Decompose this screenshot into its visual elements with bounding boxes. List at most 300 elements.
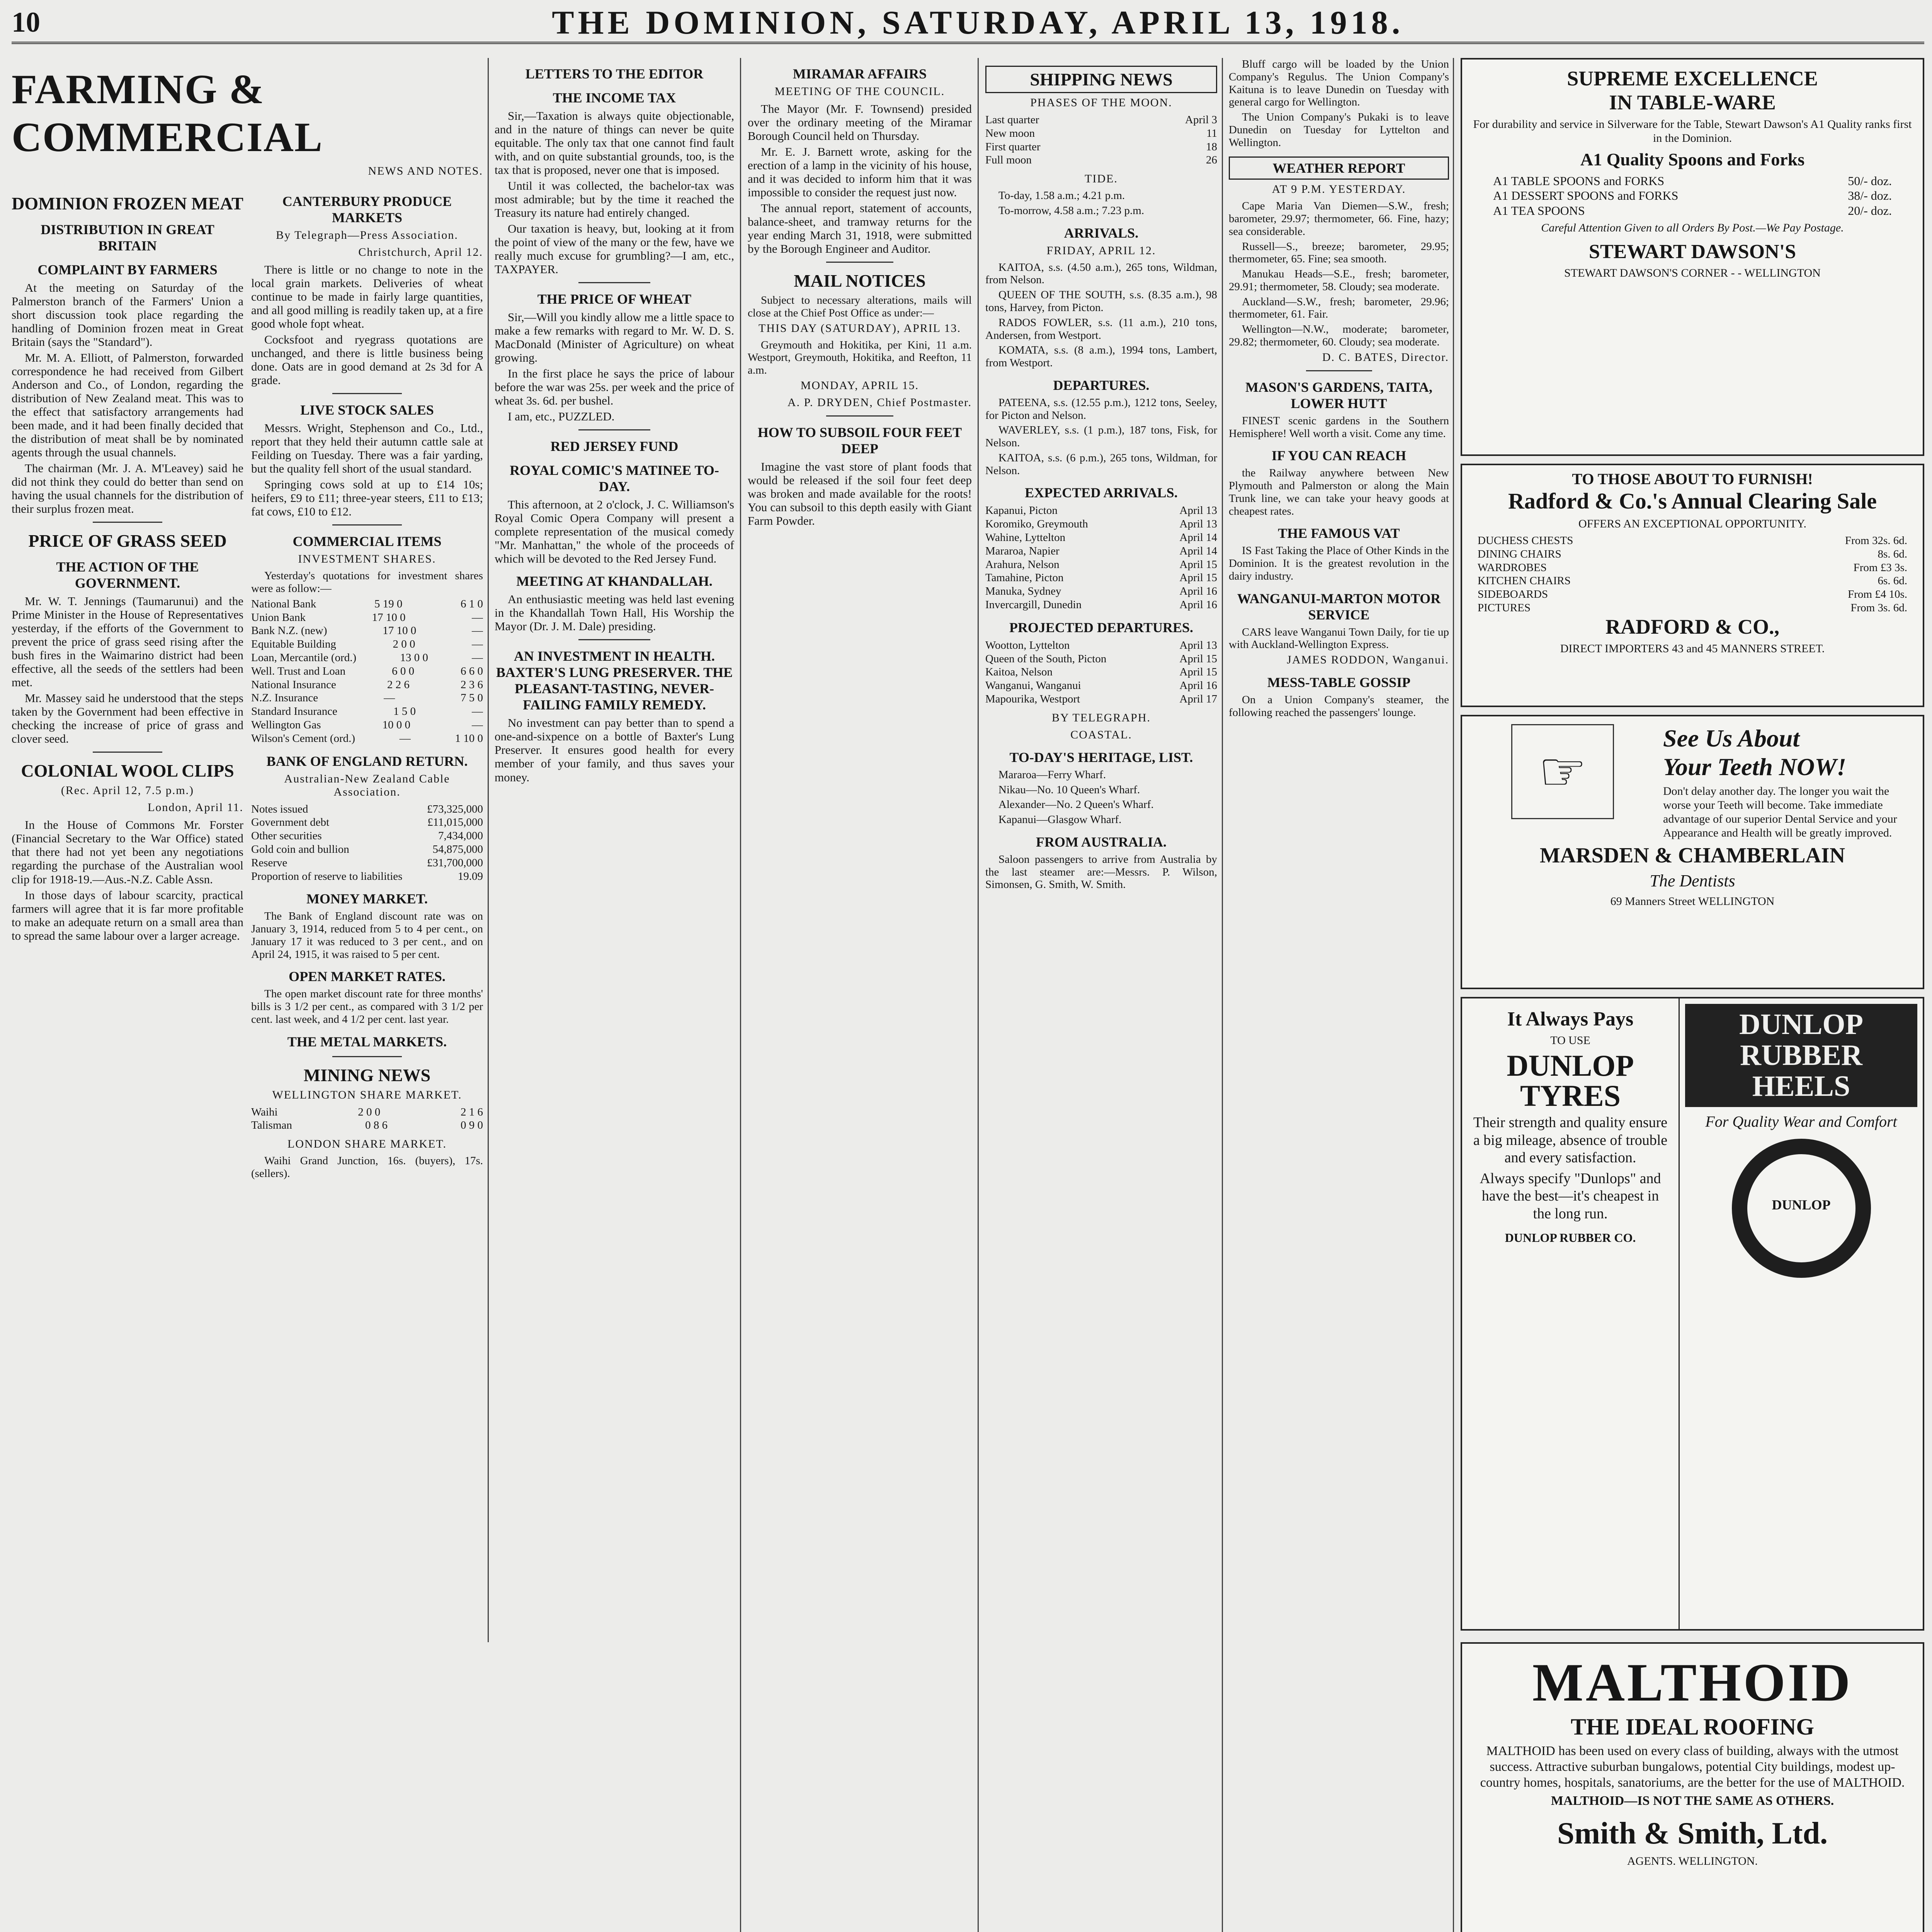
- ship-date: April 13: [1179, 518, 1217, 531]
- paper-title: THE DOMINION, SATURDAY, APRIL 13, 1918.: [552, 4, 1404, 41]
- ship-date: April 15: [1179, 571, 1217, 584]
- dentist-illustration: [1462, 716, 1663, 843]
- price-value: From £3 3s.: [1853, 561, 1907, 574]
- projected-list: [985, 639, 1217, 706]
- ad-text: Their strength and quality ensure a big mileage, absence of trouble and every satisfaction.: [1473, 1114, 1668, 1166]
- price-row: [1493, 188, 1892, 203]
- article-paragraph: Mr. M. A. Elliott, of Palmerston, forwarded correspondence he had received from Gilbert Anderson and Co., of London, regarding the distribution of New Zealand meat. This was to the effect that satisfactory arrangements had been made, and it had been finally decided that the distribution of meat shall be by nominated agents through the usual channels.: [12, 351, 243, 459]
- ship-route: Wahine, Lyttelton: [985, 531, 1066, 544]
- ad-subtitle: For Quality Wear and Comfort: [1705, 1113, 1897, 1131]
- bank-row: [251, 856, 483, 870]
- ship-date: April 14: [1179, 531, 1217, 544]
- article-headline: MONEY MARKET.: [306, 891, 428, 907]
- share-sellers: 7 5 0: [461, 692, 483, 704]
- price-item: WARDROBES: [1478, 561, 1547, 574]
- ship-route: Manuka, Sydney: [985, 585, 1061, 598]
- signature: JAMES RODDON, Wanganui.: [1287, 653, 1449, 667]
- price-row: [1478, 548, 1907, 561]
- section-subtitle: NEWS AND NOTES.: [368, 165, 483, 177]
- price-list: [1493, 173, 1892, 218]
- dunlop-tyres-panel: [1462, 998, 1680, 1629]
- article-paragraph: I am, etc., PUZZLED.: [508, 410, 615, 423]
- share-row: [251, 651, 483, 665]
- subhead: COASTAL.: [1070, 728, 1132, 741]
- share-row: [251, 705, 483, 718]
- article-paragraph: The chairman (Mr. J. A. M'Leavey) said he did not think they could do better than send on having the usual channels for the distribution of their surplus frozen meat.: [12, 461, 243, 516]
- expected-row: [985, 517, 1217, 531]
- article-paragraph: Waihi Grand Junction, 16s. (buyers), 17s. (sellers).: [251, 1155, 483, 1180]
- article-paragraph: Yesterday's quotations for investment shares were as follow:—: [251, 570, 483, 595]
- divider: [332, 393, 402, 394]
- share-sellers: —: [472, 705, 483, 718]
- moon-date: 26: [1206, 154, 1217, 167]
- share-name: Union Bank: [251, 611, 306, 624]
- moon-phase: First quarter: [985, 140, 1041, 153]
- share-name: Wellington Gas: [251, 718, 321, 731]
- price-value: From 32s. 6d.: [1845, 534, 1907, 547]
- signature: D. C. BATES, Director.: [1322, 350, 1449, 364]
- ad-subtitle: THE IDEAL ROOFING: [1570, 1714, 1815, 1740]
- article-subhead: COMPLAINT BY FARMERS: [37, 262, 218, 277]
- price-item: KITCHEN CHAIRS: [1478, 575, 1571, 587]
- article-headline: CANTERBURY PRODUCE MARKETS: [282, 194, 452, 225]
- mine-sellers: 0 9 0: [460, 1119, 483, 1132]
- share-row: [251, 678, 483, 692]
- article-headline: SHIPPING NEWS: [985, 66, 1217, 93]
- ad-headline: DUNLOP RUBBER HEELS: [1685, 1004, 1917, 1107]
- moon-date: April 3: [1185, 114, 1217, 126]
- article-paragraph: At the meeting on Saturday of the Palmerston branch of the Farmers' Union a short discussion took place regarding the handling of Dominion frozen meat in Great Britain (says the "Standard").: [12, 281, 243, 349]
- article-paragraph: No investment can pay better than to spend a one-and-sixpence on a bottle of Baxter's Lung Preserver. It ensures good health for every member of your family, and thus saves your money.: [495, 716, 734, 784]
- subhead: LONDON SHARE MARKET.: [287, 1138, 447, 1151]
- bank-item: Notes issued: [251, 803, 308, 815]
- article-headline: WANGANUI-MARTON MOTOR SERVICE: [1237, 590, 1441, 622]
- ad-address: DIRECT IMPORTERS 43 and 45 MANNERS STREET.: [1560, 642, 1825, 655]
- bank-item: Other securities: [251, 830, 322, 842]
- weather-entry: Manukau Heads—S.E., fresh; barometer, 29.91; thermometer, 58. Cloudy; sea moderate.: [1229, 268, 1449, 293]
- article-headline: RED JERSEY FUND: [550, 439, 679, 454]
- price-item: DINING CHAIRS: [1478, 548, 1561, 560]
- article-subhead: ROYAL COMIC'S MATINEE TO-DAY.: [510, 463, 719, 495]
- article-paragraph: There is little or no change to note in the local grain markets. Deliveries of wheat continue to be made in fairly large quantities, and all good milling is readily taken up, at a fire good whole fopt wheat.: [251, 263, 483, 331]
- share-row: [251, 611, 483, 624]
- article-paragraph: Saloon passengers to arrive from Australia by the last steamer are:—Messrs. P. Wilson, Simonsen, G. Smith, W. Smith.: [985, 853, 1217, 891]
- ship-route: Wootton, Lyttelton: [985, 639, 1070, 651]
- divider: [826, 415, 893, 417]
- ad-headline: MALTHOID: [1532, 1653, 1853, 1713]
- article-paragraph: Our taxation is heavy, but, looking at it from the point of view of the many or the few, have we really much excuse for grumbling?—I am, etc., TAXPAYER.: [495, 222, 734, 276]
- ship-date: April 16: [1179, 585, 1217, 598]
- article-paragraph: In the first place he says the price of labour before the war was 25s. per week and the price of wheat 3s. 6d. per bushel.: [495, 367, 734, 408]
- article-paragraph: The Bank of England discount rate was on January 3, 1914, reduced from 5 to 4 per cent., on January 17 it was reduced to 3 per cent., and on April 24, 1915, it was raised to 5 per cent.: [251, 910, 483, 961]
- share-sellers: —: [471, 651, 483, 664]
- projected-row: [985, 639, 1217, 652]
- share-name: National Insurance: [251, 678, 336, 691]
- price-list: [1478, 534, 1907, 615]
- ad-subtitle: TO USE: [1550, 1034, 1590, 1047]
- berth-entry: Mararoa—Ferry Wharf.: [998, 768, 1106, 781]
- article-paragraph: Imagine the vast store of plant foods that would be released if the soil four feet deep was broken and made available for the roots! You can subsoil to this depth easily with Giant Farm Powder.: [748, 460, 972, 528]
- page-number-spacer: [1915, 6, 1924, 39]
- price-value: 38/- doz.: [1848, 189, 1892, 203]
- share-buyers: 1 5 0: [393, 705, 416, 718]
- subhead: MONDAY, APRIL 15.: [800, 379, 919, 392]
- share-buyers: 17 10 0: [372, 611, 406, 624]
- ad-headline: SUPREME EXCELLENCE: [1567, 67, 1818, 90]
- subhead: INVESTMENT SHARES.: [298, 553, 436, 566]
- projected-row: [985, 679, 1217, 692]
- article-subhead: THE ACTION OF THE GOVERNMENT.: [56, 559, 199, 591]
- mine-sellers: 2 1 6: [460, 1105, 483, 1118]
- ad-headline: Your Teeth NOW!: [1663, 753, 1847, 781]
- bank-return-list: [251, 803, 483, 883]
- bank-value: 7,434,000: [438, 830, 483, 842]
- share-name: Standard Insurance: [251, 705, 338, 718]
- article-paragraph: Greymouth and Hokitika, per Kini, 11 a.m. Westport, Greymouth, Hokitika, and Reefton, 11 a.m.: [748, 338, 972, 377]
- subhead: PHASES OF THE MOON.: [1030, 96, 1172, 109]
- ad-text: Always specify "Dunlops" and have the best—it's cheapest in the long run.: [1480, 1170, 1661, 1222]
- dunlop-heels-panel: [1680, 998, 1923, 1629]
- share-name: Equitable Building: [251, 638, 336, 651]
- article-paragraph: Mr. W. T. Jennings (Taumarunui) and the Prime Minister in the House of Representatives yesterday, if the efforts of the Government to prevent the price of grass seed rising after the bush fires in the Waimarino district had been effective, all the seeds of the settlers had been met.: [12, 594, 243, 689]
- share-sellers: —: [472, 718, 483, 731]
- subhead: TIDE.: [1085, 172, 1118, 185]
- share-buyers: —: [384, 692, 395, 704]
- expected-row: [985, 504, 1217, 517]
- dunlop-advert: [1461, 997, 1924, 1631]
- divider: [1306, 370, 1372, 371]
- dentist-advert-body: [1462, 716, 1923, 843]
- expected-row: [985, 585, 1217, 598]
- ship-route: Mapourika, Westport: [985, 693, 1080, 705]
- pointing-hand-icon: ☞: [1511, 724, 1614, 819]
- share-row: [251, 638, 483, 651]
- article-paragraph: Bluff cargo will be loaded by the Union Company's Regulus. The Union Company's Kaituna is to leave Dunedin on Tuesday with general cargo for Wellington.: [1229, 58, 1449, 109]
- article-headline: COLONIAL WOOL CLIPS: [21, 761, 234, 781]
- ad-text: OFFERS AN EXCEPTIONAL OPPORTUNITY.: [1578, 517, 1806, 530]
- moon-date: 18: [1206, 140, 1217, 153]
- article-headline: WEATHER REPORT: [1229, 156, 1449, 180]
- ad-headline: DUNLOP TYRES: [1507, 1049, 1634, 1112]
- price-row: [1478, 561, 1907, 575]
- page-number: 10: [12, 6, 40, 38]
- share-buyers: 2 0 0: [393, 638, 415, 651]
- share-row: [251, 718, 483, 732]
- article-paragraph: On a Union Company's steamer, the following reached the passengers' lounge.: [1229, 694, 1449, 719]
- bank-row: [251, 870, 483, 883]
- article-paragraph: Subject to necessary alterations, mails will close at the Chief Post Office as under:—: [748, 294, 972, 319]
- ad-headline: TO THOSE ABOUT TO FURNISH!: [1572, 470, 1813, 488]
- article-paragraph: In those days of labour scarcity, practical farmers will agree that it is far more profitable to make an adequate return on a small area than to spread the same labour over a larger acreage.: [12, 888, 243, 942]
- article-headline: IF YOU CAN REACH: [1271, 448, 1406, 464]
- share-row: [251, 597, 483, 611]
- ad-firm: Smith & Smith, Ltd.: [1557, 1816, 1828, 1851]
- divider: [578, 639, 650, 640]
- mine-buyers: 2 0 0: [358, 1105, 381, 1118]
- bank-value: 19.09: [457, 870, 483, 883]
- ad-headline: It Always Pays: [1507, 1008, 1634, 1030]
- share-buyers: 17 10 0: [383, 624, 417, 637]
- article-subhead: TO-DAY'S HERITAGE, LIST.: [1009, 749, 1193, 765]
- article-paragraph: The open market discount rate for three months' bills is 3 1/2 per cent., as compared with 3 1/2 per cent. last week, and 4 1/2 per cent. last year.: [251, 988, 483, 1026]
- berth-entry: Nikau—No. 10 Queen's Wharf.: [998, 783, 1140, 796]
- divider: [578, 429, 650, 430]
- article-paragraph: The Union Company's Pukaki is to leave Dunedin on Tuesday for Lyttelton and Wellington.: [1229, 111, 1449, 149]
- ship-route: Kapanui, Picton: [985, 504, 1058, 517]
- miramar-column: [748, 58, 972, 1932]
- expected-row: [985, 544, 1217, 558]
- divider: [332, 1056, 402, 1057]
- ad-note: MALTHOID—IS NOT THE SAME AS OTHERS.: [1551, 1794, 1834, 1808]
- dateline: Christchurch, April 12.: [358, 246, 483, 259]
- arrival-entry: KAITOA, s.s. (4.50 a.m.), 265 tons, Wildman, from Nelson.: [985, 261, 1217, 286]
- ship-date: April 15: [1179, 652, 1217, 665]
- malthoid-advert: [1461, 1642, 1924, 1932]
- price-value: From 3s. 6d.: [1850, 601, 1907, 614]
- dentist-copy: [1663, 716, 1923, 843]
- share-sellers: 6 1 0: [460, 597, 483, 610]
- article-paragraph: Mr. Massey said he understood that the steps taken by the Government had been effective in checking the increase of price of grass and clover seed.: [12, 691, 243, 746]
- ad-firm: STEWART DAWSON'S: [1588, 241, 1796, 263]
- arrival-entry: RADOS FOWLER, s.s. (11 a.m.), 210 tons, Andersen, from Westport.: [985, 316, 1217, 342]
- article-headline: MAIL NOTICES: [794, 271, 926, 291]
- price-row: [1493, 173, 1892, 188]
- subhead: WELLINGTON SHARE MARKET.: [272, 1088, 462, 1101]
- article-subhead: PROJECTED DEPARTURES.: [1009, 619, 1194, 635]
- moon-phase: New moon: [985, 127, 1035, 139]
- expected-row: [985, 531, 1217, 544]
- share-sellers: —: [471, 624, 483, 637]
- column-rule: [740, 58, 741, 1932]
- bank-row: [251, 803, 483, 816]
- ship-date: April 16: [1179, 599, 1217, 611]
- projected-row: [985, 665, 1217, 679]
- price-row: [1478, 601, 1907, 615]
- price-value: 6s. 6d.: [1878, 575, 1907, 587]
- divider: [826, 262, 893, 263]
- ad-text: Don't delay another day. The longer you wait the worse your Teeth will become. Take immediate advantage of our superior Dental Service and your Appearance and Health will be greatly improved.: [1663, 785, 1897, 839]
- article-subhead: MEETING AT KHANDALLAH.: [516, 573, 713, 589]
- article-headline: PRICE OF GRASS SEED: [28, 531, 227, 551]
- ad-note: Careful Attention Given to all Orders By Post.—We Pay Postage.: [1541, 221, 1844, 235]
- departure-entry: KAITOA, s.s. (6 p.m.), 265 tons, Wildman, for Nelson.: [985, 451, 1217, 477]
- ship-date: April 13: [1179, 504, 1217, 517]
- article-headline: OPEN MARKET RATES.: [289, 969, 446, 985]
- ad-headline: A1 Quality Spoons and Forks: [1580, 150, 1805, 169]
- signature: A. P. DRYDEN, Chief Postmaster.: [787, 396, 972, 409]
- spoons-advert: [1461, 58, 1924, 456]
- bank-item: Proportion of reserve to liabilities: [251, 870, 403, 883]
- arrival-entry: QUEEN OF THE SOUTH, s.s. (8.35 a.m.), 98 tons, Harvey, from Picton.: [985, 289, 1217, 314]
- mining-list: [251, 1105, 483, 1133]
- ship-route: Kaitoa, Nelson: [985, 666, 1053, 679]
- article-subhead: DEPARTURES.: [1053, 377, 1150, 393]
- share-sellers: —: [472, 611, 483, 624]
- subhead: THIS DAY (SATURDAY), APRIL 13.: [759, 321, 961, 335]
- article-headline: DOMINION FROZEN MEAT: [12, 194, 243, 213]
- masthead: [12, 3, 1924, 44]
- share-row: [251, 624, 483, 638]
- tyre-icon: [1732, 1139, 1871, 1278]
- share-list: [251, 597, 483, 745]
- article-paragraph: CARS leave Wanganui Town Daily, for tie up with Auckland-Wellington Express.: [1229, 626, 1449, 651]
- share-row: [251, 732, 483, 745]
- ad-firm: MARSDEN & CHAMBERLAIN: [1539, 844, 1845, 867]
- article-headline: MIRAMAR AFFAIRS: [793, 66, 927, 82]
- expected-row: [985, 558, 1217, 571]
- subhead: BY TELEGRAPH.: [1051, 711, 1151, 724]
- share-sellers: 2 3 6: [460, 678, 483, 691]
- ad-subtitle: The Dentists: [1650, 871, 1735, 890]
- article-paragraph: This afternoon, at 2 o'clock, J. C. Williamson's Royal Comic Opera Company will present a complete representation of the musical comedy "Mr. Manhattan," the whole of the proceeds of which will be devoted to the Red Jersey Fund.: [495, 498, 734, 566]
- article-paragraph: IS Fast Taking the Place of Other Kinds in the Dominion. It is the greatest revolution in the dairy industry.: [1229, 544, 1449, 582]
- article-paragraph: the Railway anywhere between New Plymouth and Palmerston or along the Main Trunk line, we can take your heavy goods at cheapest rates.: [1229, 467, 1449, 517]
- moon-phase: Full moon: [985, 154, 1032, 167]
- bank-value: £11,015,000: [427, 816, 483, 829]
- bank-item: Government debt: [251, 816, 330, 829]
- article-headline: COMMERCIAL ITEMS: [293, 534, 442, 549]
- bank-row: [251, 816, 483, 829]
- ship-date: April 14: [1179, 544, 1217, 557]
- price-value: 20/- doz.: [1848, 203, 1892, 218]
- article-paragraph: Messrs. Wright, Stephenson and Co., Ltd., report that they held their autumn cattle sale at Feilding on Tuesday. There was a fair yarding, but the quality fell short of the usual standard.: [251, 421, 483, 476]
- shipping-column: [985, 58, 1217, 1932]
- ad-text: MALTHOID has been used on every class of building, always with the utmost success. Attractive suburban bungalows, potential City buildings, modest up-country homes, hospitals, sanatoriums, are the better for the use of MALTHOID.: [1480, 1744, 1905, 1790]
- moon-date: 11: [1206, 127, 1217, 139]
- berth-entry: Alexander—No. 2 Queen's Wharf.: [998, 798, 1154, 811]
- share-name: N.Z. Insurance: [251, 692, 318, 704]
- ad-address: STEWART DAWSON'S CORNER - - WELLINGTON: [1564, 267, 1821, 280]
- article-paragraph: Sir,—Will you kindly allow me a little space to make a few remarks with regard to Mr. W. D. S. MacDonald (Minister of Agriculture) on wheat growing.: [495, 310, 734, 365]
- ship-route: Invercargill, Dunedin: [985, 599, 1082, 611]
- moon-row: [985, 127, 1217, 140]
- article-paragraph: Until it was collected, the bachelor-tax was most admirable; but by the time it reached the Treasury its nature had entirely changed.: [495, 179, 734, 220]
- moon-row: [985, 113, 1217, 127]
- projected-row: [985, 692, 1217, 706]
- ad-headline: IN TABLE-WARE: [1609, 91, 1776, 114]
- mine-buyers: 0 8 6: [365, 1119, 388, 1132]
- article-headline: THE FAMOUS VAT: [1278, 526, 1400, 541]
- share-name: Bank N.Z. (new): [251, 624, 327, 637]
- weather-entry: Cape Maria Van Diemen—S.W., fresh; barometer, 29.97; thermometer, 66. Fine, hazy; sea considerable.: [1229, 200, 1449, 238]
- share-row: [251, 665, 483, 678]
- byline: By Telegraph—Press Association.: [276, 229, 458, 242]
- share-name: Loan, Mercantile (ord.): [251, 651, 357, 664]
- radford-advert: [1461, 464, 1924, 707]
- article-subhead: DISTRIBUTION IN GREAT BRITAIN: [41, 222, 214, 253]
- ship-route: Queen of the South, Picton: [985, 652, 1107, 665]
- dentist-advert: [1461, 715, 1924, 989]
- mining-row: [251, 1119, 483, 1132]
- price-row: [1478, 588, 1907, 601]
- weather-entry: Wellington—N.W., moderate; barometer, 29.82; thermometer, 60. Cloudy; sea moderate.: [1229, 323, 1449, 349]
- share-sellers: 6 6 0: [460, 665, 483, 677]
- ship-date: April 15: [1179, 666, 1217, 679]
- article-headline: BANK OF ENGLAND RETURN.: [266, 753, 468, 769]
- ship-route: Wanganui, Wanganui: [985, 679, 1081, 692]
- ship-date: April 15: [1179, 558, 1217, 571]
- article-headline: MASON'S GARDENS, TAITA, LOWER HUTT: [1245, 379, 1433, 411]
- subhead: MEETING OF THE COUNCIL.: [774, 85, 945, 98]
- price-row: [1478, 534, 1907, 548]
- share-sellers: —: [472, 638, 483, 651]
- arrival-entry: KOMATA, s.s. (8 a.m.), 1994 tons, Lambert, from Westport.: [985, 344, 1217, 369]
- article-paragraph: In the House of Commons Mr. Forster (Financial Secretary to the War Office) stated that there had not yet been any negotiations regarding the purchase of the Australian wool clip for 1918-19.—Aus.-N.Z. Cable Assn.: [12, 818, 243, 886]
- article-paragraph: The annual report, statement of accounts, balance-sheet, and tramway returns for the year ending March 31, 1918, were submitted by the Borough Engineer and Auditor.: [748, 201, 972, 256]
- bank-item: Gold coin and bullion: [251, 843, 349, 855]
- tide-line: To-morrow, 4.58 a.m.; 7.23 p.m.: [998, 204, 1145, 217]
- farming-section: [12, 58, 483, 182]
- dateline: (Rec. April 12, 7.5 p.m.): [61, 784, 194, 797]
- bank-item: Reserve: [251, 856, 287, 869]
- subhead: AT 9 P.M. YESTERDAY.: [1272, 183, 1406, 196]
- dateline: London, April 11.: [148, 801, 243, 814]
- dunlop-advert-body: [1462, 998, 1923, 1629]
- article-headline: LETTERS TO THE EDITOR: [525, 66, 704, 82]
- price-item: PICTURES: [1478, 601, 1531, 614]
- share-buyers: —: [399, 732, 411, 745]
- share-buyers: 2 2 6: [387, 678, 410, 691]
- article-headline: THE METAL MARKETS.: [287, 1034, 447, 1049]
- price-row: [1493, 203, 1892, 218]
- column-rule: [1222, 58, 1223, 1932]
- article-subhead: AN INVESTMENT IN HEALTH. BAXTER'S LUNG PRESERVER. THE PLEASANT-TASTING, NEVER-FAILING FAMILY REMEDY.: [496, 648, 733, 713]
- share-row: [251, 691, 483, 705]
- bank-value: £73,325,000: [427, 803, 483, 815]
- byline: Australian-New Zealand Cable Association.: [284, 772, 450, 798]
- bank-row: [251, 829, 483, 843]
- moon-phase: Last quarter: [985, 114, 1039, 126]
- article-paragraph: An enthusiastic meeting was held last evening in the Khandallah Town Hall, His Worship the Mayor (Dr. J. M. Dale) presiding.: [495, 592, 734, 633]
- article-subhead: THE INCOME TAX: [553, 90, 676, 105]
- divider: [332, 524, 402, 526]
- mine-name: Talisman: [251, 1119, 292, 1132]
- share-name: Wilson's Cement (ord.): [251, 732, 355, 745]
- ad-address: AGENTS. WELLINGTON.: [1627, 1855, 1758, 1868]
- section-title: FARMING & COMMERCIAL: [12, 66, 323, 160]
- moon-row: [985, 140, 1217, 154]
- dateline: FRIDAY, APRIL 12.: [1046, 244, 1156, 257]
- price-item: SIDEBOARDS: [1478, 588, 1548, 601]
- weather-entry: Russell—S., breeze; barometer, 29.95; thermometer, 65. Fine; sea smooth.: [1229, 240, 1449, 265]
- ad-headline: Radford & Co.'s Annual Clearing Sale: [1508, 488, 1877, 514]
- bank-value: £31,700,000: [427, 856, 483, 869]
- ad-firm: DUNLOP RUBBER CO.: [1505, 1230, 1636, 1245]
- article-headline: MINING NEWS: [303, 1065, 431, 1085]
- price-item: DUCHESS CHESTS: [1478, 534, 1573, 547]
- projected-row: [985, 652, 1217, 666]
- column-rule: [488, 58, 489, 1642]
- divider: [578, 282, 650, 283]
- moon-list: [985, 113, 1217, 167]
- price-value: 50/- doz.: [1848, 174, 1892, 188]
- commercial-column: [251, 185, 483, 1932]
- share-buyers: 5 19 0: [374, 597, 403, 610]
- article-headline: HOW TO SUBSOIL FOUR FEET DEEP: [757, 425, 962, 456]
- share-buyers: 6 0 0: [392, 665, 415, 677]
- ad-firm: RADFORD & CO.,: [1605, 615, 1779, 638]
- price-item: A1 TABLE SPOONS and FORKS: [1493, 174, 1665, 188]
- expected-row: [985, 571, 1217, 585]
- ship-date: April 17: [1179, 693, 1217, 705]
- ship-date: April 13: [1179, 639, 1217, 651]
- article-subhead: ARRIVALS.: [1064, 225, 1139, 241]
- weather-column: [1229, 58, 1449, 1932]
- tyre-label: DUNLOP: [1772, 1197, 1831, 1213]
- share-name: National Bank: [251, 597, 316, 610]
- article-subhead: EXPECTED ARRIVALS.: [1025, 485, 1178, 501]
- berth-entry: Kapanui—Glasgow Wharf.: [998, 813, 1122, 826]
